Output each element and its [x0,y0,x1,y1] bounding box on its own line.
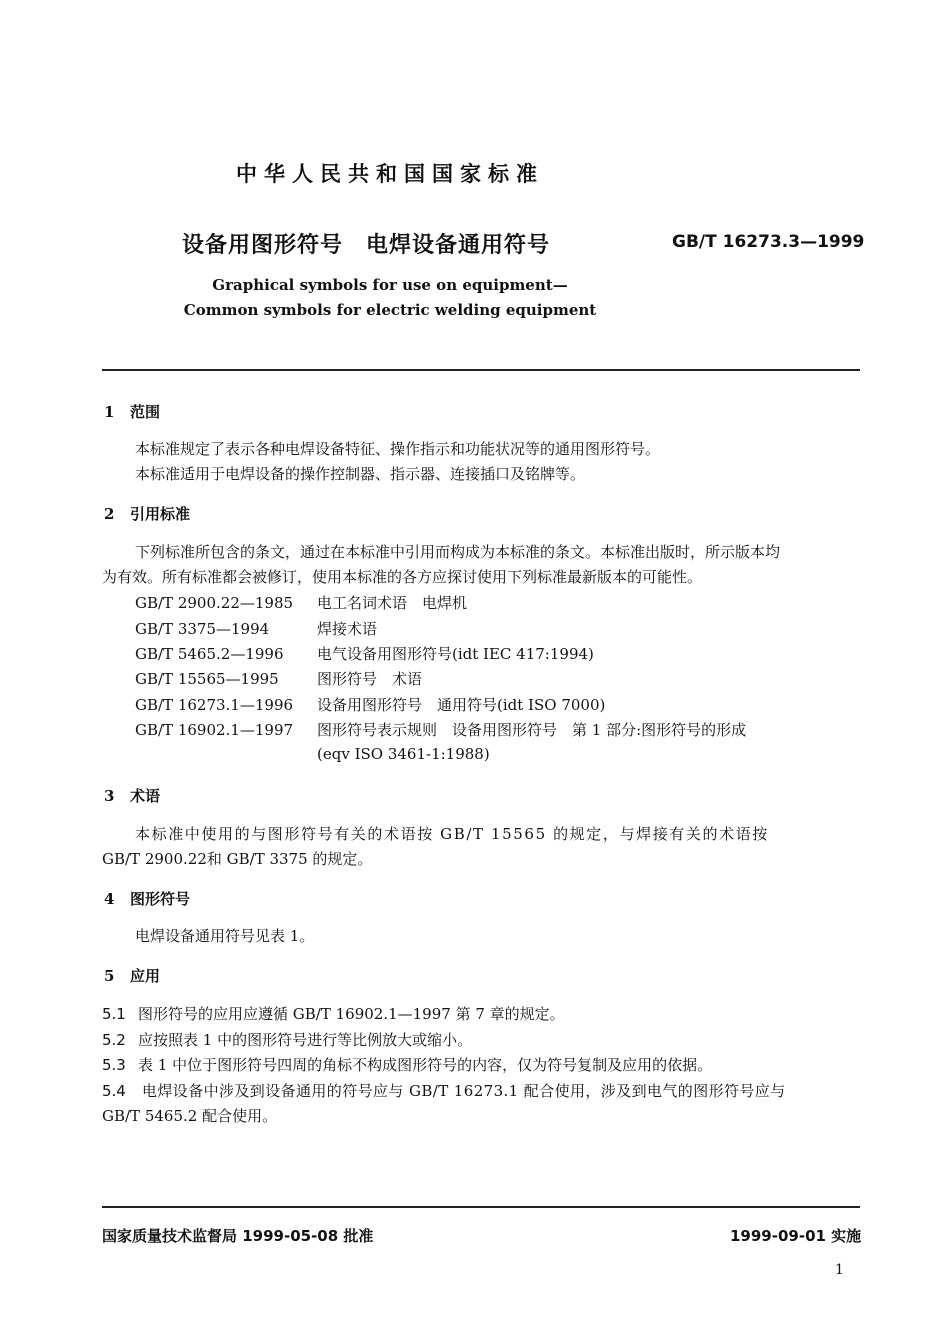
section-number: 3 [104,787,115,805]
clause-5-2 [102,1029,472,1050]
clause-number: 5.2 [102,1031,126,1049]
reference-code: GB/T 16902.1—1997 [135,721,294,739]
reference-title: 设备用图形符号 通用符号(idt ISO 7000) [317,696,606,714]
reference-code: GB/T 15565—1995 [135,670,279,688]
section-number: 1 [104,403,115,421]
clause-number: 5.1 [102,1005,126,1023]
section-1-heading [104,401,160,422]
section-title: 术语 [130,787,161,805]
section-3-paragraph-line2: GB/T 2900.22和 GB/T 3375 的规定。 [102,850,373,868]
reference-code: GB/T 5465.2—1996 [135,645,284,663]
clause-5-4-continuation: GB/T 5465.2 配合使用。 [102,1107,278,1125]
clause-number: 5.3 [102,1056,126,1074]
section-number: 4 [104,890,115,908]
reference-code: GB/T 16273.1—1996 [135,696,294,714]
clause-5-1 [102,1003,565,1024]
section-3-paragraph-line1: 本标准中使用的与图形符号有关的术语按 GB/T 15565 的规定，与焊接有关的术语按 [135,825,769,843]
reference-title: 电气设备用图形符号(idt IEC 417:1994) [317,645,594,663]
reference-title: 图形符号表示规则 设备用图形符号 第 1 部分:图形符号的形成 [317,721,747,739]
reference-title: 电工名词术语 电焊机 [317,594,468,612]
section-title: 引用标准 [130,505,191,523]
document-title-english-line2: Common symbols for electric welding equipment [183,301,597,319]
clause-text: 表 1 中位于图形符号四周的角标不构成图形符号的内容，仅为符号复制及应用的依据。 [138,1056,713,1074]
implementation-date: 1999-09-01 实施 [730,1227,862,1245]
reference-title: 图形符号 术语 [317,670,423,688]
section-title: 范围 [130,403,161,421]
clause-5-3 [102,1054,712,1075]
clause-text: 电焊设备中涉及到设备通用的符号应与 GB/T 16273.1 配合使用，涉及到电气的图形符号应与 [142,1082,786,1100]
reference-item [135,643,594,664]
section-number: 2 [104,505,115,523]
reference-item [135,668,422,689]
document-title-english-line1: Graphical symbols for use on equipment— [212,276,568,294]
clause-number: 5.4 [102,1082,126,1100]
document-title-chinese: 设备用图形符号 电焊设备通用符号 [182,232,551,258]
reference-item [135,719,746,740]
section-number: 5 [104,967,115,985]
reference-code: GB/T 3375—1994 [135,620,270,638]
section-4-paragraph: 电焊设备通用符号见表 1。 [135,927,315,945]
reference-item [135,618,377,639]
clause-5-4 [102,1080,786,1101]
reference-item [135,694,605,715]
section-5-heading [104,965,160,986]
clause-text: 应按照表 1 中的图形符号进行等比例放大或缩小。 [138,1031,473,1049]
page-number: 1 [835,1262,844,1278]
header-divider [102,369,860,371]
section-2-heading [104,503,190,524]
standard-number: GB/T 16273.3—1999 [672,232,865,252]
reference-code: GB/T 2900.22—1985 [135,594,294,612]
section-1-paragraph-2: 本标准适用于电焊设备的操作控制器、指示器、连接插口及铭牌等。 [135,465,586,483]
section-title: 应用 [130,967,161,985]
clause-text: 图形符号的应用应遵循 GB/T 16902.1—1997 第 7 章的规定。 [138,1005,565,1023]
section-title: 图形符号 [130,890,191,908]
section-2-paragraph-line2: 为有效。所有标准都会被修订，使用本标准的各方应探讨使用下列标准最新版本的可能性。 [102,568,703,586]
section-4-heading [104,888,190,909]
section-3-heading [104,785,160,806]
national-standard-heading: 中华人民共和国国家标准 [236,161,544,186]
reference-title: 焊接术语 [317,620,378,638]
reference-item [135,592,467,613]
reference-continuation: (eqv ISO 3461-1:1988) [317,745,490,763]
section-1-paragraph-1: 本标准规定了表示各种电焊设备特征、操作指示和功能状况等的通用图形符号。 [135,440,661,458]
approval-statement: 国家质量技术监督局 1999-05-08 批准 [102,1227,374,1245]
footer-divider [102,1206,860,1208]
section-2-paragraph-line1: 下列标准所包含的条文，通过在本标准中引用而构成为本标准的条文。本标准出版时，所示版本均 [135,543,781,561]
